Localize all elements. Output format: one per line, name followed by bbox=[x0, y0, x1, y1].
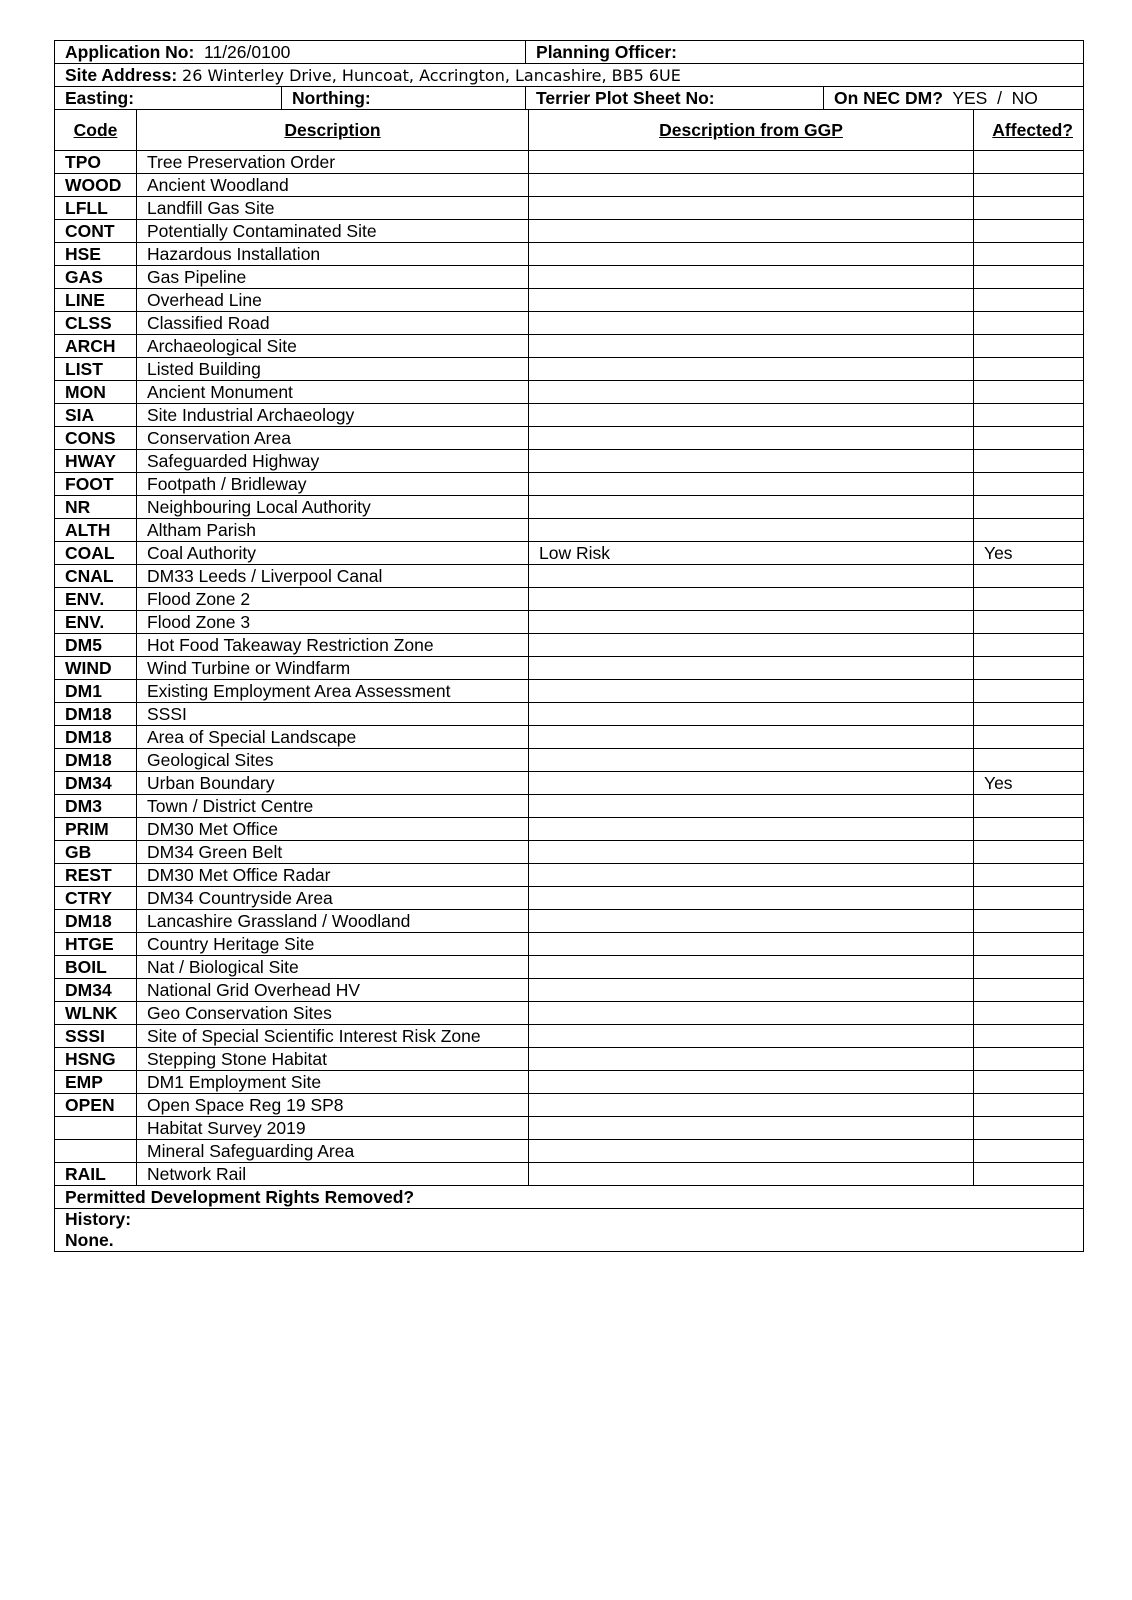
constraint-row bbox=[55, 657, 1084, 680]
constraint-code: RAIL bbox=[55, 1163, 137, 1186]
constraints-body bbox=[55, 151, 1084, 1186]
constraint-affected bbox=[974, 588, 1084, 611]
constraint-description: Potentially Contaminated Site bbox=[137, 220, 529, 243]
constraint-affected bbox=[974, 565, 1084, 588]
constraint-code: HWAY bbox=[55, 450, 137, 473]
constraint-description: Altham Parish bbox=[137, 519, 529, 542]
column-header-ggp: Description from GGP bbox=[529, 110, 974, 151]
constraint-ggp-description bbox=[529, 634, 974, 657]
constraint-ggp-description bbox=[529, 956, 974, 979]
constraint-affected bbox=[974, 381, 1084, 404]
constraint-description: Neighbouring Local Authority bbox=[137, 496, 529, 519]
column-header-description: Description bbox=[137, 110, 529, 151]
planning-constraints-form bbox=[54, 40, 1083, 1252]
constraints-header-row bbox=[55, 110, 1084, 151]
constraint-row bbox=[55, 473, 1084, 496]
constraint-ggp-description bbox=[529, 703, 974, 726]
constraint-row bbox=[55, 243, 1084, 266]
constraint-affected bbox=[974, 427, 1084, 450]
constraint-code: LINE bbox=[55, 289, 137, 312]
constraint-description: Nat / Biological Site bbox=[137, 956, 529, 979]
planning-officer-label: Planning Officer: bbox=[536, 42, 677, 62]
constraint-ggp-description bbox=[529, 1002, 974, 1025]
constraint-row bbox=[55, 1094, 1084, 1117]
constraint-code: WIND bbox=[55, 657, 137, 680]
constraint-affected bbox=[974, 818, 1084, 841]
constraint-code: REST bbox=[55, 864, 137, 887]
constraint-ggp-description bbox=[529, 1048, 974, 1071]
constraint-row bbox=[55, 1163, 1084, 1186]
constraint-code: BOIL bbox=[55, 956, 137, 979]
constraint-code: DM5 bbox=[55, 634, 137, 657]
constraint-affected bbox=[974, 312, 1084, 335]
site-address-value: 26 Winterley Drive, Huncoat, Accrington, Lancashire, BB5 6UE bbox=[182, 65, 681, 85]
constraint-ggp-description bbox=[529, 358, 974, 381]
constraint-ggp-description bbox=[529, 450, 974, 473]
constraint-code: FOOT bbox=[55, 473, 137, 496]
constraint-affected bbox=[974, 197, 1084, 220]
constraint-description: Urban Boundary bbox=[137, 772, 529, 795]
constraint-description: Town / District Centre bbox=[137, 795, 529, 818]
constraint-description: Ancient Woodland bbox=[137, 174, 529, 197]
constraint-ggp-description bbox=[529, 933, 974, 956]
constraint-row bbox=[55, 151, 1084, 174]
constraint-code: CTRY bbox=[55, 887, 137, 910]
constraint-ggp-description bbox=[529, 1094, 974, 1117]
northing-label: Northing: bbox=[282, 87, 526, 110]
constraint-ggp-description bbox=[529, 1140, 974, 1163]
constraint-affected: Yes bbox=[974, 542, 1084, 565]
constraint-code: DM18 bbox=[55, 726, 137, 749]
constraint-code: HSNG bbox=[55, 1048, 137, 1071]
constraint-row bbox=[55, 519, 1084, 542]
constraint-code: TPO bbox=[55, 151, 137, 174]
constraint-description: DM30 Met Office bbox=[137, 818, 529, 841]
pd-rights-label: Permitted Development Rights Removed? bbox=[55, 1186, 1084, 1209]
constraint-description: National Grid Overhead HV bbox=[137, 979, 529, 1002]
constraint-row bbox=[55, 680, 1084, 703]
constraint-code: HSE bbox=[55, 243, 137, 266]
constraint-row bbox=[55, 220, 1084, 243]
constraint-description: Wind Turbine or Windfarm bbox=[137, 657, 529, 680]
constraint-row bbox=[55, 772, 1084, 795]
constraint-description: Site Industrial Archaeology bbox=[137, 404, 529, 427]
constraint-ggp-description bbox=[529, 266, 974, 289]
constraint-description: DM30 Met Office Radar bbox=[137, 864, 529, 887]
constraint-affected bbox=[974, 726, 1084, 749]
constraint-description: Country Heritage Site bbox=[137, 933, 529, 956]
constraint-ggp-description bbox=[529, 519, 974, 542]
constraint-affected bbox=[974, 703, 1084, 726]
constraint-row bbox=[55, 197, 1084, 220]
constraint-affected bbox=[974, 1140, 1084, 1163]
constraint-code: LIST bbox=[55, 358, 137, 381]
constraint-code: ALTH bbox=[55, 519, 137, 542]
constraint-ggp-description bbox=[529, 979, 974, 1002]
constraint-ggp-description bbox=[529, 565, 974, 588]
site-address-cell bbox=[55, 64, 1084, 87]
constraint-code: WLNK bbox=[55, 1002, 137, 1025]
constraint-row bbox=[55, 910, 1084, 933]
constraint-ggp-description bbox=[529, 588, 974, 611]
constraint-row bbox=[55, 864, 1084, 887]
constraint-affected bbox=[974, 266, 1084, 289]
constraint-code: DM34 bbox=[55, 979, 137, 1002]
nec-label: On NEC DM? bbox=[834, 88, 943, 108]
constraint-row bbox=[55, 174, 1084, 197]
constraint-description: Hazardous Installation bbox=[137, 243, 529, 266]
constraint-description: Conservation Area bbox=[137, 427, 529, 450]
constraint-affected bbox=[974, 519, 1084, 542]
constraint-row bbox=[55, 450, 1084, 473]
constraint-row bbox=[55, 634, 1084, 657]
constraint-affected bbox=[974, 151, 1084, 174]
constraint-description: Archaeological Site bbox=[137, 335, 529, 358]
grid-ref-row bbox=[55, 87, 1084, 110]
constraint-code: DM18 bbox=[55, 703, 137, 726]
constraint-description: Tree Preservation Order bbox=[137, 151, 529, 174]
constraint-description: DM1 Employment Site bbox=[137, 1071, 529, 1094]
constraint-row bbox=[55, 726, 1084, 749]
application-cell bbox=[55, 41, 526, 64]
constraint-code bbox=[55, 1117, 137, 1140]
constraint-row bbox=[55, 381, 1084, 404]
constraint-affected bbox=[974, 1025, 1084, 1048]
constraint-ggp-description bbox=[529, 496, 974, 519]
constraint-ggp-description bbox=[529, 795, 974, 818]
constraint-ggp-description bbox=[529, 1163, 974, 1186]
constraint-code bbox=[55, 1140, 137, 1163]
constraint-description: Stepping Stone Habitat bbox=[137, 1048, 529, 1071]
constraint-affected bbox=[974, 289, 1084, 312]
constraint-description: Safeguarded Highway bbox=[137, 450, 529, 473]
constraint-code: NR bbox=[55, 496, 137, 519]
constraint-ggp-description bbox=[529, 404, 974, 427]
constraint-row bbox=[55, 335, 1084, 358]
constraint-affected bbox=[974, 1071, 1084, 1094]
constraint-affected bbox=[974, 243, 1084, 266]
constraints-table bbox=[54, 109, 1084, 1252]
constraint-code: PRIM bbox=[55, 818, 137, 841]
constraint-row bbox=[55, 841, 1084, 864]
constraint-description: Site of Special Scientific Interest Risk Zone bbox=[137, 1025, 529, 1048]
constraint-ggp-description bbox=[529, 818, 974, 841]
application-number: 11/26/0100 bbox=[204, 42, 291, 62]
constraint-ggp-description bbox=[529, 864, 974, 887]
constraint-affected bbox=[974, 749, 1084, 772]
site-address-label: Site Address: bbox=[65, 64, 178, 85]
constraint-description: Area of Special Landscape bbox=[137, 726, 529, 749]
history-label: History: bbox=[65, 1209, 132, 1229]
constraint-ggp-description bbox=[529, 289, 974, 312]
constraint-code: CONS bbox=[55, 427, 137, 450]
constraint-row bbox=[55, 956, 1084, 979]
constraint-affected bbox=[974, 496, 1084, 519]
constraint-code: SIA bbox=[55, 404, 137, 427]
constraint-ggp-description bbox=[529, 243, 974, 266]
constraint-code: OPEN bbox=[55, 1094, 137, 1117]
constraint-description: Classified Road bbox=[137, 312, 529, 335]
constraint-affected bbox=[974, 611, 1084, 634]
constraint-affected bbox=[974, 220, 1084, 243]
constraint-affected: Yes bbox=[974, 772, 1084, 795]
constraint-code: GAS bbox=[55, 266, 137, 289]
application-row bbox=[55, 41, 1084, 64]
constraint-description: DM34 Green Belt bbox=[137, 841, 529, 864]
easting-label: Easting: bbox=[55, 87, 282, 110]
constraint-row bbox=[55, 1117, 1084, 1140]
constraint-description: SSSI bbox=[137, 703, 529, 726]
constraint-row bbox=[55, 312, 1084, 335]
constraint-description: Geo Conservation Sites bbox=[137, 1002, 529, 1025]
constraint-code: DM34 bbox=[55, 772, 137, 795]
history-cell bbox=[55, 1209, 1084, 1252]
constraint-code: SSSI bbox=[55, 1025, 137, 1048]
constraint-ggp-description bbox=[529, 220, 974, 243]
constraint-ggp-description: Low Risk bbox=[529, 542, 974, 565]
constraint-affected bbox=[974, 174, 1084, 197]
constraint-description: Lancashire Grassland / Woodland bbox=[137, 910, 529, 933]
constraint-code: ENV. bbox=[55, 588, 137, 611]
constraint-description: Footpath / Bridleway bbox=[137, 473, 529, 496]
constraint-code: COAL bbox=[55, 542, 137, 565]
constraint-ggp-description bbox=[529, 657, 974, 680]
constraint-affected bbox=[974, 680, 1084, 703]
constraint-ggp-description bbox=[529, 312, 974, 335]
constraint-ggp-description bbox=[529, 381, 974, 404]
constraint-row bbox=[55, 887, 1084, 910]
constraint-ggp-description bbox=[529, 910, 974, 933]
constraint-affected bbox=[974, 404, 1084, 427]
constraint-description: Habitat Survey 2019 bbox=[137, 1117, 529, 1140]
constraint-affected bbox=[974, 979, 1084, 1002]
constraint-code: CLSS bbox=[55, 312, 137, 335]
constraint-row bbox=[55, 1048, 1084, 1071]
constraint-ggp-description bbox=[529, 197, 974, 220]
constraint-row bbox=[55, 703, 1084, 726]
terrier-label: Terrier Plot Sheet No: bbox=[526, 87, 824, 110]
constraint-description: Flood Zone 3 bbox=[137, 611, 529, 634]
constraint-row bbox=[55, 749, 1084, 772]
constraint-ggp-description bbox=[529, 335, 974, 358]
constraint-code: LFLL bbox=[55, 197, 137, 220]
constraint-description: Geological Sites bbox=[137, 749, 529, 772]
constraint-affected bbox=[974, 1094, 1084, 1117]
constraint-code: DM18 bbox=[55, 749, 137, 772]
constraint-affected bbox=[974, 1163, 1084, 1186]
constraint-code: DM3 bbox=[55, 795, 137, 818]
constraint-row bbox=[55, 795, 1084, 818]
constraint-code: CONT bbox=[55, 220, 137, 243]
constraint-description: Open Space Reg 19 SP8 bbox=[137, 1094, 529, 1117]
constraint-affected bbox=[974, 864, 1084, 887]
constraint-affected bbox=[974, 1117, 1084, 1140]
constraint-description: Overhead Line bbox=[137, 289, 529, 312]
constraint-code: ARCH bbox=[55, 335, 137, 358]
constraint-ggp-description bbox=[529, 726, 974, 749]
constraint-description: Gas Pipeline bbox=[137, 266, 529, 289]
constraint-code: EMP bbox=[55, 1071, 137, 1094]
constraint-description: Coal Authority bbox=[137, 542, 529, 565]
constraint-code: CNAL bbox=[55, 565, 137, 588]
constraint-description: Landfill Gas Site bbox=[137, 197, 529, 220]
constraint-row bbox=[55, 933, 1084, 956]
constraint-description: Mineral Safeguarding Area bbox=[137, 1140, 529, 1163]
constraint-ggp-description bbox=[529, 151, 974, 174]
constraint-description: DM33 Leeds / Liverpool Canal bbox=[137, 565, 529, 588]
constraint-ggp-description bbox=[529, 841, 974, 864]
nec-options: YES / NO bbox=[952, 88, 1038, 108]
constraint-row bbox=[55, 611, 1084, 634]
constraint-affected bbox=[974, 956, 1084, 979]
constraint-affected bbox=[974, 933, 1084, 956]
constraint-affected bbox=[974, 1002, 1084, 1025]
constraint-affected bbox=[974, 841, 1084, 864]
constraint-description: Listed Building bbox=[137, 358, 529, 381]
constraint-ggp-description bbox=[529, 1025, 974, 1048]
constraint-description: Flood Zone 2 bbox=[137, 588, 529, 611]
constraint-row bbox=[55, 1002, 1084, 1025]
constraint-affected bbox=[974, 1048, 1084, 1071]
constraint-row bbox=[55, 565, 1084, 588]
constraint-row bbox=[55, 358, 1084, 381]
constraint-row bbox=[55, 588, 1084, 611]
constraint-description: DM34 Countryside Area bbox=[137, 887, 529, 910]
constraint-affected bbox=[974, 910, 1084, 933]
constraint-description: Existing Employment Area Assessment bbox=[137, 680, 529, 703]
column-header-affected: Affected? bbox=[974, 110, 1084, 151]
constraint-ggp-description bbox=[529, 749, 974, 772]
constraint-ggp-description bbox=[529, 427, 974, 450]
constraint-code: WOOD bbox=[55, 174, 137, 197]
constraint-ggp-description bbox=[529, 174, 974, 197]
constraint-row bbox=[55, 427, 1084, 450]
constraint-row bbox=[55, 979, 1084, 1002]
constraint-code: DM18 bbox=[55, 910, 137, 933]
constraint-affected bbox=[974, 473, 1084, 496]
header-table bbox=[54, 40, 1084, 110]
constraint-affected bbox=[974, 634, 1084, 657]
constraint-description: Network Rail bbox=[137, 1163, 529, 1186]
constraint-affected bbox=[974, 657, 1084, 680]
constraint-ggp-description bbox=[529, 887, 974, 910]
constraint-row bbox=[55, 818, 1084, 841]
column-header-code: Code bbox=[55, 110, 137, 151]
constraint-row bbox=[55, 1025, 1084, 1048]
history-value: None. bbox=[65, 1230, 114, 1250]
constraint-row bbox=[55, 1140, 1084, 1163]
constraint-code: HTGE bbox=[55, 933, 137, 956]
constraint-row bbox=[55, 289, 1084, 312]
constraint-ggp-description bbox=[529, 473, 974, 496]
constraint-row bbox=[55, 404, 1084, 427]
history-row bbox=[55, 1209, 1084, 1252]
constraint-ggp-description bbox=[529, 1117, 974, 1140]
application-label: Application No: bbox=[65, 42, 195, 62]
constraint-description: Ancient Monument bbox=[137, 381, 529, 404]
constraint-affected bbox=[974, 887, 1084, 910]
site-address-row bbox=[55, 64, 1084, 87]
constraint-affected bbox=[974, 450, 1084, 473]
constraint-affected bbox=[974, 358, 1084, 381]
constraint-row bbox=[55, 1071, 1084, 1094]
constraint-row bbox=[55, 496, 1084, 519]
constraint-code: GB bbox=[55, 841, 137, 864]
constraint-description: Hot Food Takeaway Restriction Zone bbox=[137, 634, 529, 657]
constraint-ggp-description bbox=[529, 680, 974, 703]
pd-rights-row bbox=[55, 1186, 1084, 1209]
constraint-affected bbox=[974, 795, 1084, 818]
constraint-code: MON bbox=[55, 381, 137, 404]
constraint-affected bbox=[974, 335, 1084, 358]
planning-officer-cell bbox=[526, 41, 1084, 64]
constraint-ggp-description bbox=[529, 1071, 974, 1094]
constraint-code: DM1 bbox=[55, 680, 137, 703]
constraint-ggp-description bbox=[529, 772, 974, 795]
nec-cell bbox=[824, 87, 1084, 110]
constraint-row bbox=[55, 542, 1084, 565]
constraint-code: ENV. bbox=[55, 611, 137, 634]
constraint-row bbox=[55, 266, 1084, 289]
constraint-ggp-description bbox=[529, 611, 974, 634]
